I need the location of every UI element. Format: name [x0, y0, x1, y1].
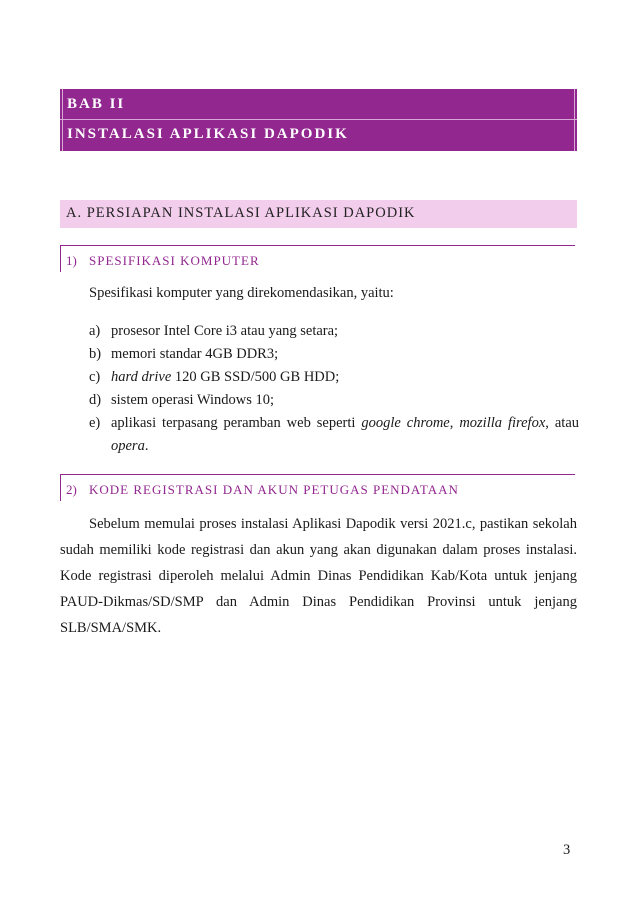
list-item-text: prosesor Intel Core i3 atau yang setara;	[111, 323, 339, 339]
list-item-text: 120 GB SSD/500 GB HDD;	[171, 369, 340, 385]
subsection-1-header	[60, 245, 575, 272]
chapter-title: INSTALASI APLIKASI DAPODIK	[67, 126, 349, 142]
chapter-divider	[60, 119, 577, 120]
list-item	[89, 366, 579, 389]
list-item	[89, 389, 579, 412]
list-marker: a)	[89, 323, 101, 339]
list-item-italic: hard drive	[111, 369, 172, 385]
list-item-text: ,	[449, 415, 460, 431]
section-a-header	[60, 200, 577, 228]
subsection-1-title: SPESIFIKASI KOMPUTER	[89, 253, 260, 268]
list-item-text: , atau	[545, 415, 580, 431]
subsection-2-header	[60, 474, 575, 501]
list-item-text: aplikasi terpasang peramban web seperti	[111, 415, 362, 431]
app-name: opera	[111, 438, 145, 454]
list-item-text: memori standar 4GB DDR3;	[111, 346, 279, 362]
chapter-header	[60, 89, 577, 151]
list-item-text: sistem operasi Windows 10;	[111, 392, 275, 408]
section-a-title: A. PERSIAPAN INSTALASI APLIKASI DAPODIK	[66, 205, 416, 221]
subsection-1-number: 1)	[66, 253, 77, 268]
list-item	[89, 320, 579, 343]
list-marker: b)	[89, 346, 102, 362]
list-item-text: .	[144, 438, 149, 454]
chapter-border-right	[574, 89, 575, 151]
spec-intro: Spesifikasi komputer yang direkomendasikan, yaitu:	[89, 285, 394, 301]
page-number: 3	[563, 842, 571, 858]
subsection-2-number: 2)	[66, 482, 77, 497]
registration-paragraph: Sebelum memulai proses instalasi Aplikasi Dapodik versi 2021.c, pastikan sekolah sudah memiliki kode registrasi dan akun yang akan digunakan dalam proses instalasi. Kode registrasi diperoleh melalui Admin Dinas Pendidikan Kab/Kota untuk jenjang PAUD-Dikmas/SD/SMP dan Admin Dinas Pendidikan Provinsi untuk jenjang SLB/SMA/SMK.	[60, 516, 577, 636]
chapter-label: BAB II	[67, 96, 126, 112]
spec-list	[89, 320, 579, 458]
list-item	[89, 343, 579, 366]
subsection-2-title: KODE REGISTRASI DAN AKUN PETUGAS PENDATAAN	[89, 482, 459, 497]
list-item	[89, 412, 579, 458]
list-marker: d)	[89, 392, 102, 408]
app-name: google chrome	[361, 415, 450, 431]
chapter-border-left	[62, 89, 63, 151]
list-marker: e)	[89, 415, 101, 431]
app-name: mozilla firefox	[459, 415, 546, 431]
list-marker: c)	[89, 369, 101, 385]
